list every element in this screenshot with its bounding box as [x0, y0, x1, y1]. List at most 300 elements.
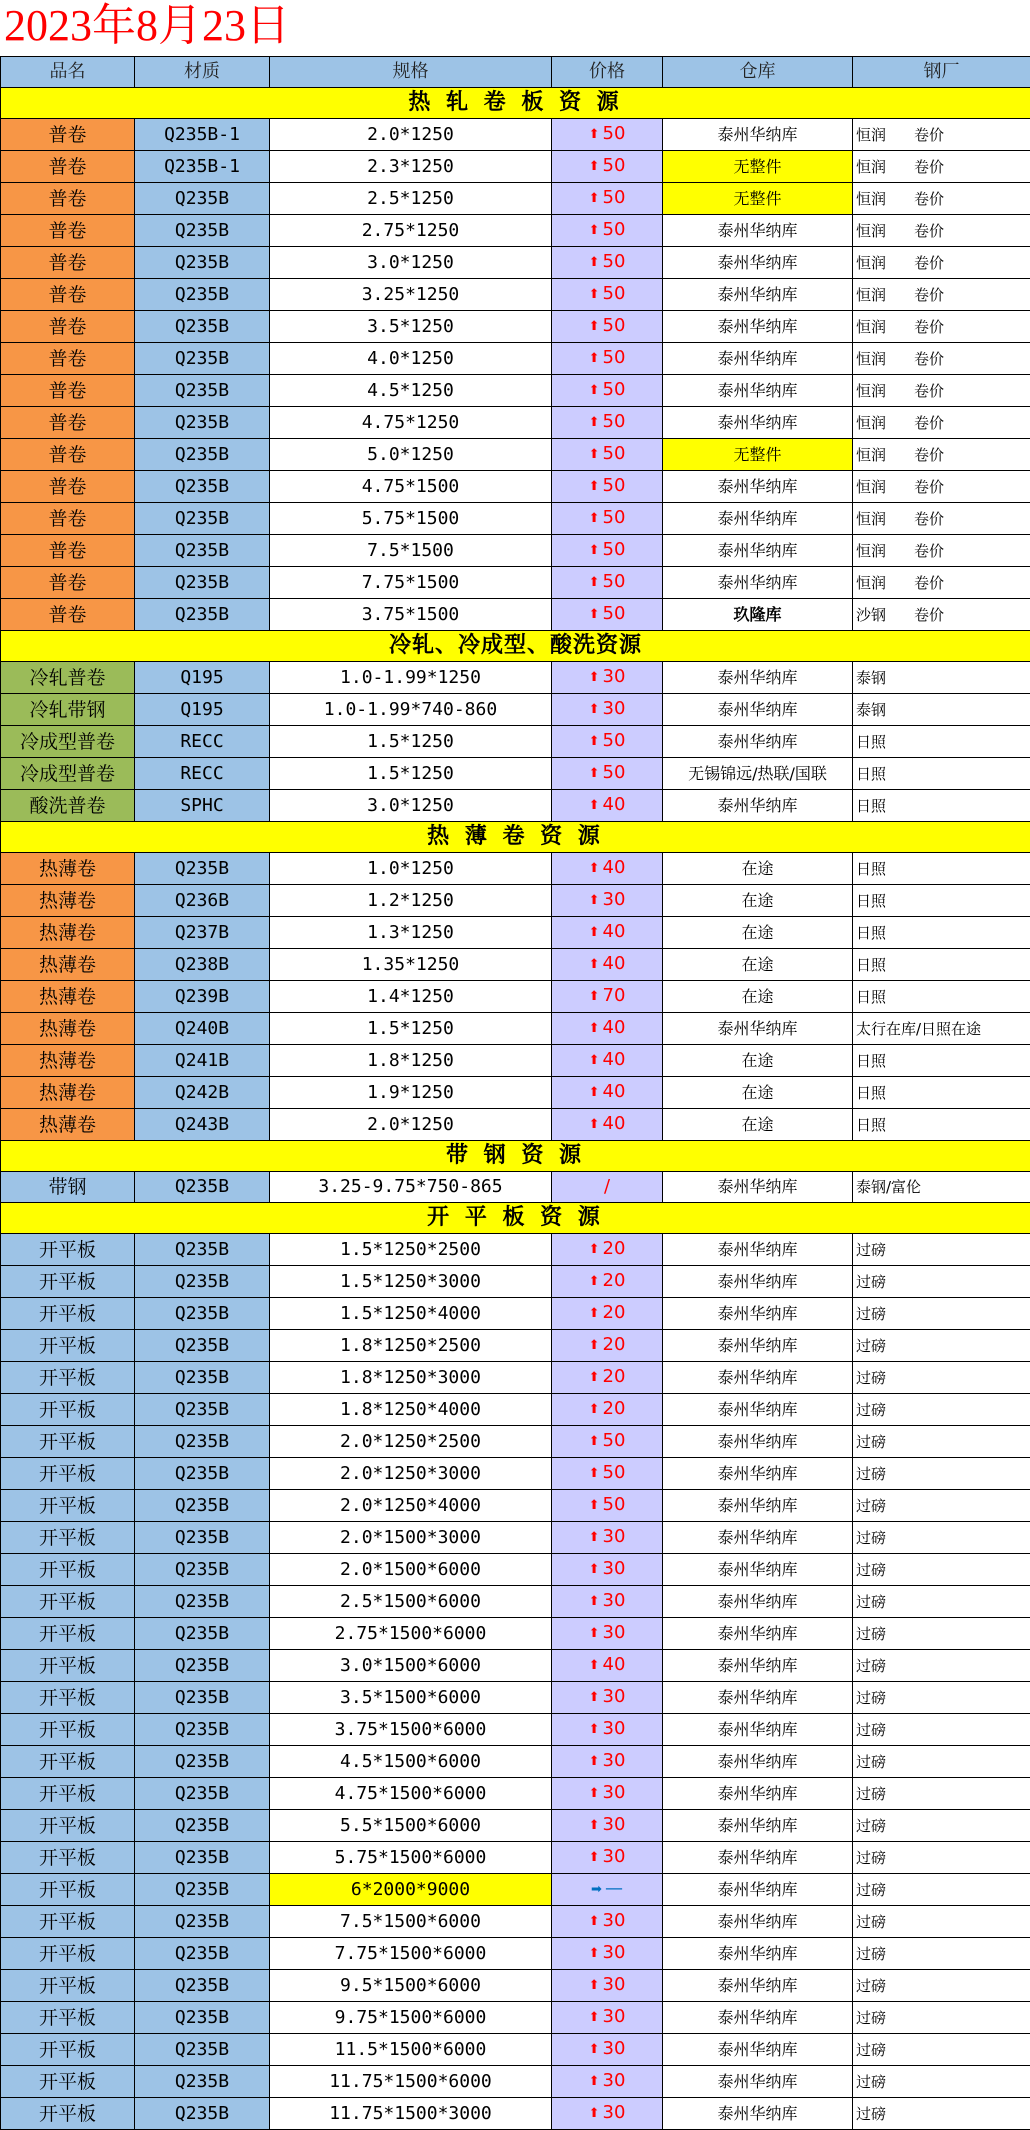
- material-cell: Q235B: [135, 343, 270, 375]
- mill-name: 日照: [856, 1116, 886, 1134]
- material-cell: Q235B: [135, 1394, 270, 1426]
- section-title: 带 钢 资 源: [1, 1141, 1030, 1172]
- table-row: [1, 2002, 1030, 2034]
- warehouse-cell: 泰州华纳库: [663, 535, 853, 567]
- mill-name: 泰钢/富伦: [856, 1178, 921, 1196]
- red-up-arrow-icon: ⬆: [589, 127, 600, 142]
- price-note: 卷价: [914, 510, 944, 528]
- mill-cell: [853, 343, 1030, 375]
- price-note: 卷价: [914, 126, 944, 144]
- mill-cell: [853, 1266, 1030, 1298]
- spec-cell: 7.75*1500*6000: [270, 1938, 552, 1970]
- red-up-arrow-icon: ⬆: [589, 2010, 600, 2025]
- mill-name: 泰钢: [856, 669, 886, 687]
- product-name-cell: 开平板: [1, 1970, 135, 2002]
- price-cell: [552, 1970, 663, 2002]
- warehouse-cell: 泰州华纳库: [663, 1490, 853, 1522]
- mill-cell: [853, 535, 1030, 567]
- price-value: 30: [603, 666, 626, 687]
- spec-cell: 9.5*1500*6000: [270, 1970, 552, 2002]
- mill-cell: [853, 1522, 1030, 1554]
- product-name-cell: 开平板: [1, 1746, 135, 1778]
- price-cell: [552, 311, 663, 343]
- price-cell: [552, 1458, 663, 1490]
- price-cell: [552, 1842, 663, 1874]
- spec-cell: 9.75*1500*6000: [270, 2002, 552, 2034]
- material-cell: Q235B: [135, 1298, 270, 1330]
- red-up-arrow-icon: ⬆: [589, 1946, 600, 1961]
- price-cell: [552, 1330, 663, 1362]
- spec-cell: 2.0*1500*6000: [270, 1554, 552, 1586]
- price-value: 30: [603, 2038, 626, 2059]
- red-up-arrow-icon: ⬆: [589, 1498, 600, 1513]
- spec-cell: 1.0-1.99*1250: [270, 662, 552, 694]
- warehouse-cell: 在途: [663, 853, 853, 885]
- warehouse-cell: 泰州华纳库: [663, 1234, 853, 1266]
- spec-cell: 1.5*1250: [270, 1013, 552, 1045]
- red-up-arrow-icon: ⬆: [589, 351, 600, 366]
- mill-name: 日照: [856, 956, 886, 974]
- product-name-cell: 开平板: [1, 1522, 135, 1554]
- price-cell: [552, 1586, 663, 1618]
- price-value: 30: [603, 889, 626, 910]
- price-table: [0, 56, 1030, 2130]
- product-name-cell: 普卷: [1, 375, 135, 407]
- price-cell: [552, 599, 663, 631]
- product-name-cell: 普卷: [1, 119, 135, 151]
- mill-cell: [853, 375, 1030, 407]
- product-name-cell: 开平板: [1, 1714, 135, 1746]
- price-note: 卷价: [914, 574, 944, 592]
- price-cell: [552, 1522, 663, 1554]
- warehouse-cell: 泰州华纳库: [663, 2002, 853, 2034]
- red-up-arrow-icon: ⬆: [589, 670, 600, 685]
- red-up-arrow-icon: ⬆: [589, 2106, 600, 2121]
- warehouse-cell: 无整件: [663, 151, 853, 183]
- mill-cell: [853, 247, 1030, 279]
- red-up-arrow-icon: ⬆: [589, 1370, 600, 1385]
- mill-cell: [853, 2034, 1030, 2066]
- material-cell: Q235B: [135, 1906, 270, 1938]
- price-value: 50: [603, 507, 626, 528]
- spec-cell: 1.2*1250: [270, 885, 552, 917]
- warehouse-cell: 玖隆库: [663, 599, 853, 631]
- mill-name: 过磅: [856, 1657, 886, 1675]
- price-value: 50: [603, 123, 626, 144]
- mill-name: 日照: [856, 733, 886, 751]
- mill-name: 过磅: [856, 1593, 886, 1611]
- mill-cell: [853, 119, 1030, 151]
- mill-name: 恒润: [856, 542, 886, 560]
- price-cell: [552, 2098, 663, 2130]
- table-row: [1, 599, 1030, 631]
- red-up-arrow-icon: ⬆: [589, 1274, 600, 1289]
- mill-name: 太行在库/日照在途: [856, 1020, 981, 1038]
- price-cell: [552, 119, 663, 151]
- warehouse-cell: 泰州华纳库: [663, 1394, 853, 1426]
- product-name-cell: 开平板: [1, 2002, 135, 2034]
- product-name-cell: 开平板: [1, 1330, 135, 1362]
- mill-name: 过磅: [856, 1721, 886, 1739]
- spec-cell: 1.0*1250: [270, 853, 552, 885]
- red-up-arrow-icon: ⬆: [589, 1722, 600, 1737]
- price-cell: [552, 215, 663, 247]
- product-name-cell: 普卷: [1, 279, 135, 311]
- mill-name: 过磅: [856, 1977, 886, 1995]
- mill-name: 过磅: [856, 1433, 886, 1451]
- price-value: 40: [603, 794, 626, 815]
- spec-cell: 1.8*1250: [270, 1045, 552, 1077]
- price-note: 卷价: [914, 254, 944, 272]
- price-value: 30: [603, 1622, 626, 1643]
- product-name-cell: 酸洗普卷: [1, 790, 135, 822]
- table-row: [1, 981, 1030, 1013]
- product-name-cell: 开平板: [1, 1394, 135, 1426]
- material-cell: Q235B: [135, 1970, 270, 2002]
- spec-cell: 1.8*1250*2500: [270, 1330, 552, 1362]
- product-name-cell: 开平板: [1, 1842, 135, 1874]
- spec-cell: 11.75*1500*6000: [270, 2066, 552, 2098]
- warehouse-cell: 泰州华纳库: [663, 1938, 853, 1970]
- product-name-cell: 开平板: [1, 1586, 135, 1618]
- price-value: 30: [603, 698, 626, 719]
- header-spec: 规格: [270, 57, 552, 88]
- mill-cell: [853, 1045, 1030, 1077]
- spec-cell: 4.75*1500*6000: [270, 1778, 552, 1810]
- table-row: [1, 1842, 1030, 1874]
- mill-cell: [853, 1938, 1030, 1970]
- material-cell: Q235B: [135, 503, 270, 535]
- material-cell: Q235B: [135, 279, 270, 311]
- red-up-arrow-icon: ⬆: [589, 925, 600, 940]
- material-cell: Q235B: [135, 1842, 270, 1874]
- red-up-arrow-icon: ⬆: [589, 1754, 600, 1769]
- red-up-arrow-icon: ⬆: [589, 766, 600, 781]
- mill-name: 恒润: [856, 478, 886, 496]
- material-cell: Q235B: [135, 311, 270, 343]
- table-row: [1, 1906, 1030, 1938]
- table-row: [1, 2098, 1030, 2130]
- table-row: [1, 1682, 1030, 1714]
- warehouse-cell: 泰州华纳库: [663, 2034, 853, 2066]
- header-mill: 钢厂: [853, 57, 1030, 88]
- mill-cell: [853, 726, 1030, 758]
- mill-name: 恒润: [856, 318, 886, 336]
- spec-cell: 7.5*1500: [270, 535, 552, 567]
- product-name-cell: 普卷: [1, 311, 135, 343]
- warehouse-cell: 在途: [663, 981, 853, 1013]
- table-row: [1, 439, 1030, 471]
- product-name-cell: 热薄卷: [1, 885, 135, 917]
- mill-cell: [853, 215, 1030, 247]
- product-name-cell: 开平板: [1, 1266, 135, 1298]
- mill-cell: [853, 1490, 1030, 1522]
- price-note: 卷价: [914, 542, 944, 560]
- product-name-cell: 开平板: [1, 1874, 135, 1906]
- price-cell: [552, 439, 663, 471]
- mill-name: 过磅: [856, 1785, 886, 1803]
- price-note: 卷价: [914, 286, 944, 304]
- header-name: 品名: [1, 57, 135, 88]
- warehouse-cell: 泰州华纳库: [663, 247, 853, 279]
- mill-cell: [853, 567, 1030, 599]
- price-note: 卷价: [914, 606, 944, 624]
- price-cell: [552, 503, 663, 535]
- section-title: 冷轧、冷成型、酸洗资源: [1, 631, 1030, 662]
- table-row: [1, 1554, 1030, 1586]
- red-up-arrow-icon: ⬆: [589, 1786, 600, 1801]
- page-title: 2023年8月23日: [4, 0, 290, 56]
- warehouse-cell: 泰州华纳库: [663, 279, 853, 311]
- price-value: 50: [603, 1430, 626, 1451]
- warehouse-cell: 泰州华纳库: [663, 471, 853, 503]
- spec-cell: 2.5*1500*6000: [270, 1586, 552, 1618]
- warehouse-cell: 泰州华纳库: [663, 694, 853, 726]
- warehouse-cell: 无锡锦远/热联/国联: [663, 758, 853, 790]
- warehouse-cell: 泰州华纳库: [663, 1650, 853, 1682]
- mill-name: 日照: [856, 1084, 886, 1102]
- price-value: 50: [603, 571, 626, 592]
- price-value: 20: [603, 1398, 626, 1419]
- product-name-cell: 开平板: [1, 1362, 135, 1394]
- price-value: 30: [603, 1814, 626, 1835]
- table-row: [1, 1810, 1030, 1842]
- spec-cell: 1.5*1250*4000: [270, 1298, 552, 1330]
- product-name-cell: 开平板: [1, 1554, 135, 1586]
- warehouse-cell: 泰州华纳库: [663, 1266, 853, 1298]
- spec-cell: 2.3*1250: [270, 151, 552, 183]
- warehouse-cell: 泰州华纳库: [663, 2066, 853, 2098]
- table-row: [1, 1426, 1030, 1458]
- mill-name: 恒润: [856, 254, 886, 272]
- material-cell: Q235B: [135, 1426, 270, 1458]
- table-row: [1, 1522, 1030, 1554]
- material-cell: Q235B: [135, 599, 270, 631]
- spec-cell: 2.0*1250: [270, 119, 552, 151]
- material-cell: Q235B: [135, 375, 270, 407]
- price-cell: [552, 1682, 663, 1714]
- mill-cell: [853, 1172, 1030, 1203]
- product-name-cell: 冷成型普卷: [1, 758, 135, 790]
- product-name-cell: 开平板: [1, 2034, 135, 2066]
- price-value: 50: [603, 379, 626, 400]
- mill-name: 过磅: [856, 1689, 886, 1707]
- red-up-arrow-icon: ⬆: [589, 957, 600, 972]
- price-value: 50: [603, 155, 626, 176]
- mill-cell: [853, 279, 1030, 311]
- table-row: [1, 1234, 1030, 1266]
- spec-cell: 3.5*1250: [270, 311, 552, 343]
- mill-cell: [853, 694, 1030, 726]
- mill-cell: [853, 885, 1030, 917]
- spec-cell: 3.5*1500*6000: [270, 1682, 552, 1714]
- mill-cell: [853, 151, 1030, 183]
- red-up-arrow-icon: ⬆: [589, 1690, 600, 1705]
- price-cell: [552, 151, 663, 183]
- price-value: 50: [603, 187, 626, 208]
- warehouse-cell: 泰州华纳库: [663, 311, 853, 343]
- mill-cell: [853, 183, 1030, 215]
- price-cell: [552, 853, 663, 885]
- header-row: [1, 57, 1030, 88]
- warehouse-cell: 泰州华纳库: [663, 503, 853, 535]
- mill-cell: [853, 1810, 1030, 1842]
- warehouse-cell: 泰州华纳库: [663, 119, 853, 151]
- price-value: 30: [603, 1590, 626, 1611]
- red-up-arrow-icon: ⬆: [589, 1626, 600, 1641]
- price-value: 50: [603, 283, 626, 304]
- mill-cell: [853, 1746, 1030, 1778]
- spec-cell: 2.75*1250: [270, 215, 552, 247]
- red-up-arrow-icon: ⬆: [589, 191, 600, 206]
- spec-cell: 5.75*1500: [270, 503, 552, 535]
- red-up-arrow-icon: ⬆: [589, 255, 600, 270]
- material-cell: Q235B: [135, 1234, 270, 1266]
- spec-cell: 4.75*1500: [270, 471, 552, 503]
- product-name-cell: 普卷: [1, 503, 135, 535]
- mill-name: 过磅: [856, 1497, 886, 1515]
- table-row: [1, 917, 1030, 949]
- red-up-arrow-icon: ⬆: [589, 1434, 600, 1449]
- table-row: [1, 1394, 1030, 1426]
- section-strip-header: [1, 1141, 1030, 1172]
- spec-cell: 3.0*1250: [270, 790, 552, 822]
- price-value: 40: [603, 953, 626, 974]
- mill-cell: [853, 1234, 1030, 1266]
- red-up-arrow-icon: ⬆: [589, 607, 600, 622]
- spec-cell: 4.75*1250: [270, 407, 552, 439]
- warehouse-cell: 在途: [663, 1045, 853, 1077]
- product-name-cell: 热薄卷: [1, 1077, 135, 1109]
- price-value: 50: [603, 539, 626, 560]
- section-title: 热 薄 卷 资 源: [1, 822, 1030, 853]
- red-up-arrow-icon: ⬆: [589, 1562, 600, 1577]
- red-up-arrow-icon: ⬆: [589, 1658, 600, 1673]
- table-row: [1, 535, 1030, 567]
- spec-cell: 11.5*1500*6000: [270, 2034, 552, 2066]
- mill-name: 恒润: [856, 190, 886, 208]
- spec-cell: 1.9*1250: [270, 1077, 552, 1109]
- price-cell: [552, 247, 663, 279]
- mill-name: 过磅: [856, 1625, 886, 1643]
- material-cell: Q235B: [135, 1266, 270, 1298]
- red-up-arrow-icon: ⬆: [589, 798, 600, 813]
- warehouse-cell: 在途: [663, 917, 853, 949]
- table-row: [1, 1330, 1030, 1362]
- mill-name: 恒润: [856, 446, 886, 464]
- spec-cell: 2.0*1250*3000: [270, 1458, 552, 1490]
- mill-cell: [853, 1554, 1030, 1586]
- spec-cell: 5.0*1250: [270, 439, 552, 471]
- product-name-cell: 普卷: [1, 151, 135, 183]
- red-up-arrow-icon: ⬆: [589, 702, 600, 717]
- mill-cell: [853, 1362, 1030, 1394]
- price-value: 30: [603, 1910, 626, 1931]
- header-warehouse: 仓库: [663, 57, 853, 88]
- table-row: [1, 183, 1030, 215]
- price-cell: [552, 1172, 663, 1203]
- red-up-arrow-icon: ⬆: [589, 159, 600, 174]
- table-row: [1, 726, 1030, 758]
- product-name-cell: 普卷: [1, 567, 135, 599]
- price-cell: [552, 885, 663, 917]
- price-cell: [552, 1362, 663, 1394]
- product-name-cell: 热薄卷: [1, 917, 135, 949]
- price-value: 50: [603, 347, 626, 368]
- mill-name: 过磅: [856, 1465, 886, 1483]
- mill-name: 沙钢: [856, 606, 886, 624]
- price-cell: [552, 1714, 663, 1746]
- price-value: 30: [603, 1974, 626, 1995]
- material-cell: RECC: [135, 726, 270, 758]
- material-cell: Q235B: [135, 1490, 270, 1522]
- price-cell: [552, 407, 663, 439]
- price-cell: [552, 375, 663, 407]
- table-row: [1, 1077, 1030, 1109]
- material-cell: Q235B: [135, 1554, 270, 1586]
- table-row: [1, 949, 1030, 981]
- red-up-arrow-icon: ⬆: [589, 1850, 600, 1865]
- table-row: [1, 279, 1030, 311]
- section-title: 开 平 板 资 源: [1, 1203, 1030, 1234]
- mill-name: 过磅: [856, 1753, 886, 1771]
- spec-cell: 3.25-9.75*750-865: [270, 1172, 552, 1203]
- warehouse-cell: 泰州华纳库: [663, 1810, 853, 1842]
- warehouse-cell: 泰州华纳库: [663, 375, 853, 407]
- price-cell: [552, 981, 663, 1013]
- table-row: [1, 790, 1030, 822]
- mill-cell: [853, 1778, 1030, 1810]
- product-name-cell: 普卷: [1, 535, 135, 567]
- spec-cell: 5.75*1500*6000: [270, 1842, 552, 1874]
- material-cell: Q237B: [135, 917, 270, 949]
- price-cell: [552, 790, 663, 822]
- mill-name: 日照: [856, 924, 886, 942]
- price-cell: [552, 1874, 663, 1906]
- product-name-cell: 开平板: [1, 1490, 135, 1522]
- material-cell: Q235B-1: [135, 151, 270, 183]
- price-cell: [552, 1426, 663, 1458]
- material-cell: Q235B: [135, 535, 270, 567]
- spec-cell: 5.5*1500*6000: [270, 1810, 552, 1842]
- table-row: [1, 2066, 1030, 2098]
- material-cell: Q235B: [135, 1172, 270, 1203]
- product-name-cell: 冷轧带钢: [1, 694, 135, 726]
- warehouse-cell: 无整件: [663, 439, 853, 471]
- material-cell: Q235B: [135, 1618, 270, 1650]
- mill-name: 泰钢: [856, 701, 886, 719]
- price-note: 卷价: [914, 318, 944, 336]
- section-plate-header: [1, 1203, 1030, 1234]
- table-row: [1, 2034, 1030, 2066]
- red-up-arrow-icon: ⬆: [589, 319, 600, 334]
- material-cell: Q242B: [135, 1077, 270, 1109]
- red-up-arrow-icon: ⬆: [589, 1594, 600, 1609]
- price-note: 卷价: [914, 190, 944, 208]
- spec-cell: 2.0*1250: [270, 1109, 552, 1141]
- table-row: [1, 1618, 1030, 1650]
- table-row: [1, 567, 1030, 599]
- price-cell: [552, 2066, 663, 2098]
- spec-cell: 2.5*1250: [270, 183, 552, 215]
- mill-name: 恒润: [856, 414, 886, 432]
- product-name-cell: 热薄卷: [1, 949, 135, 981]
- material-cell: Q235B: [135, 1778, 270, 1810]
- material-cell: Q235B: [135, 1746, 270, 1778]
- mill-name: 过磅: [856, 1369, 886, 1387]
- price-value: 50: [603, 1494, 626, 1515]
- product-name-cell: 普卷: [1, 471, 135, 503]
